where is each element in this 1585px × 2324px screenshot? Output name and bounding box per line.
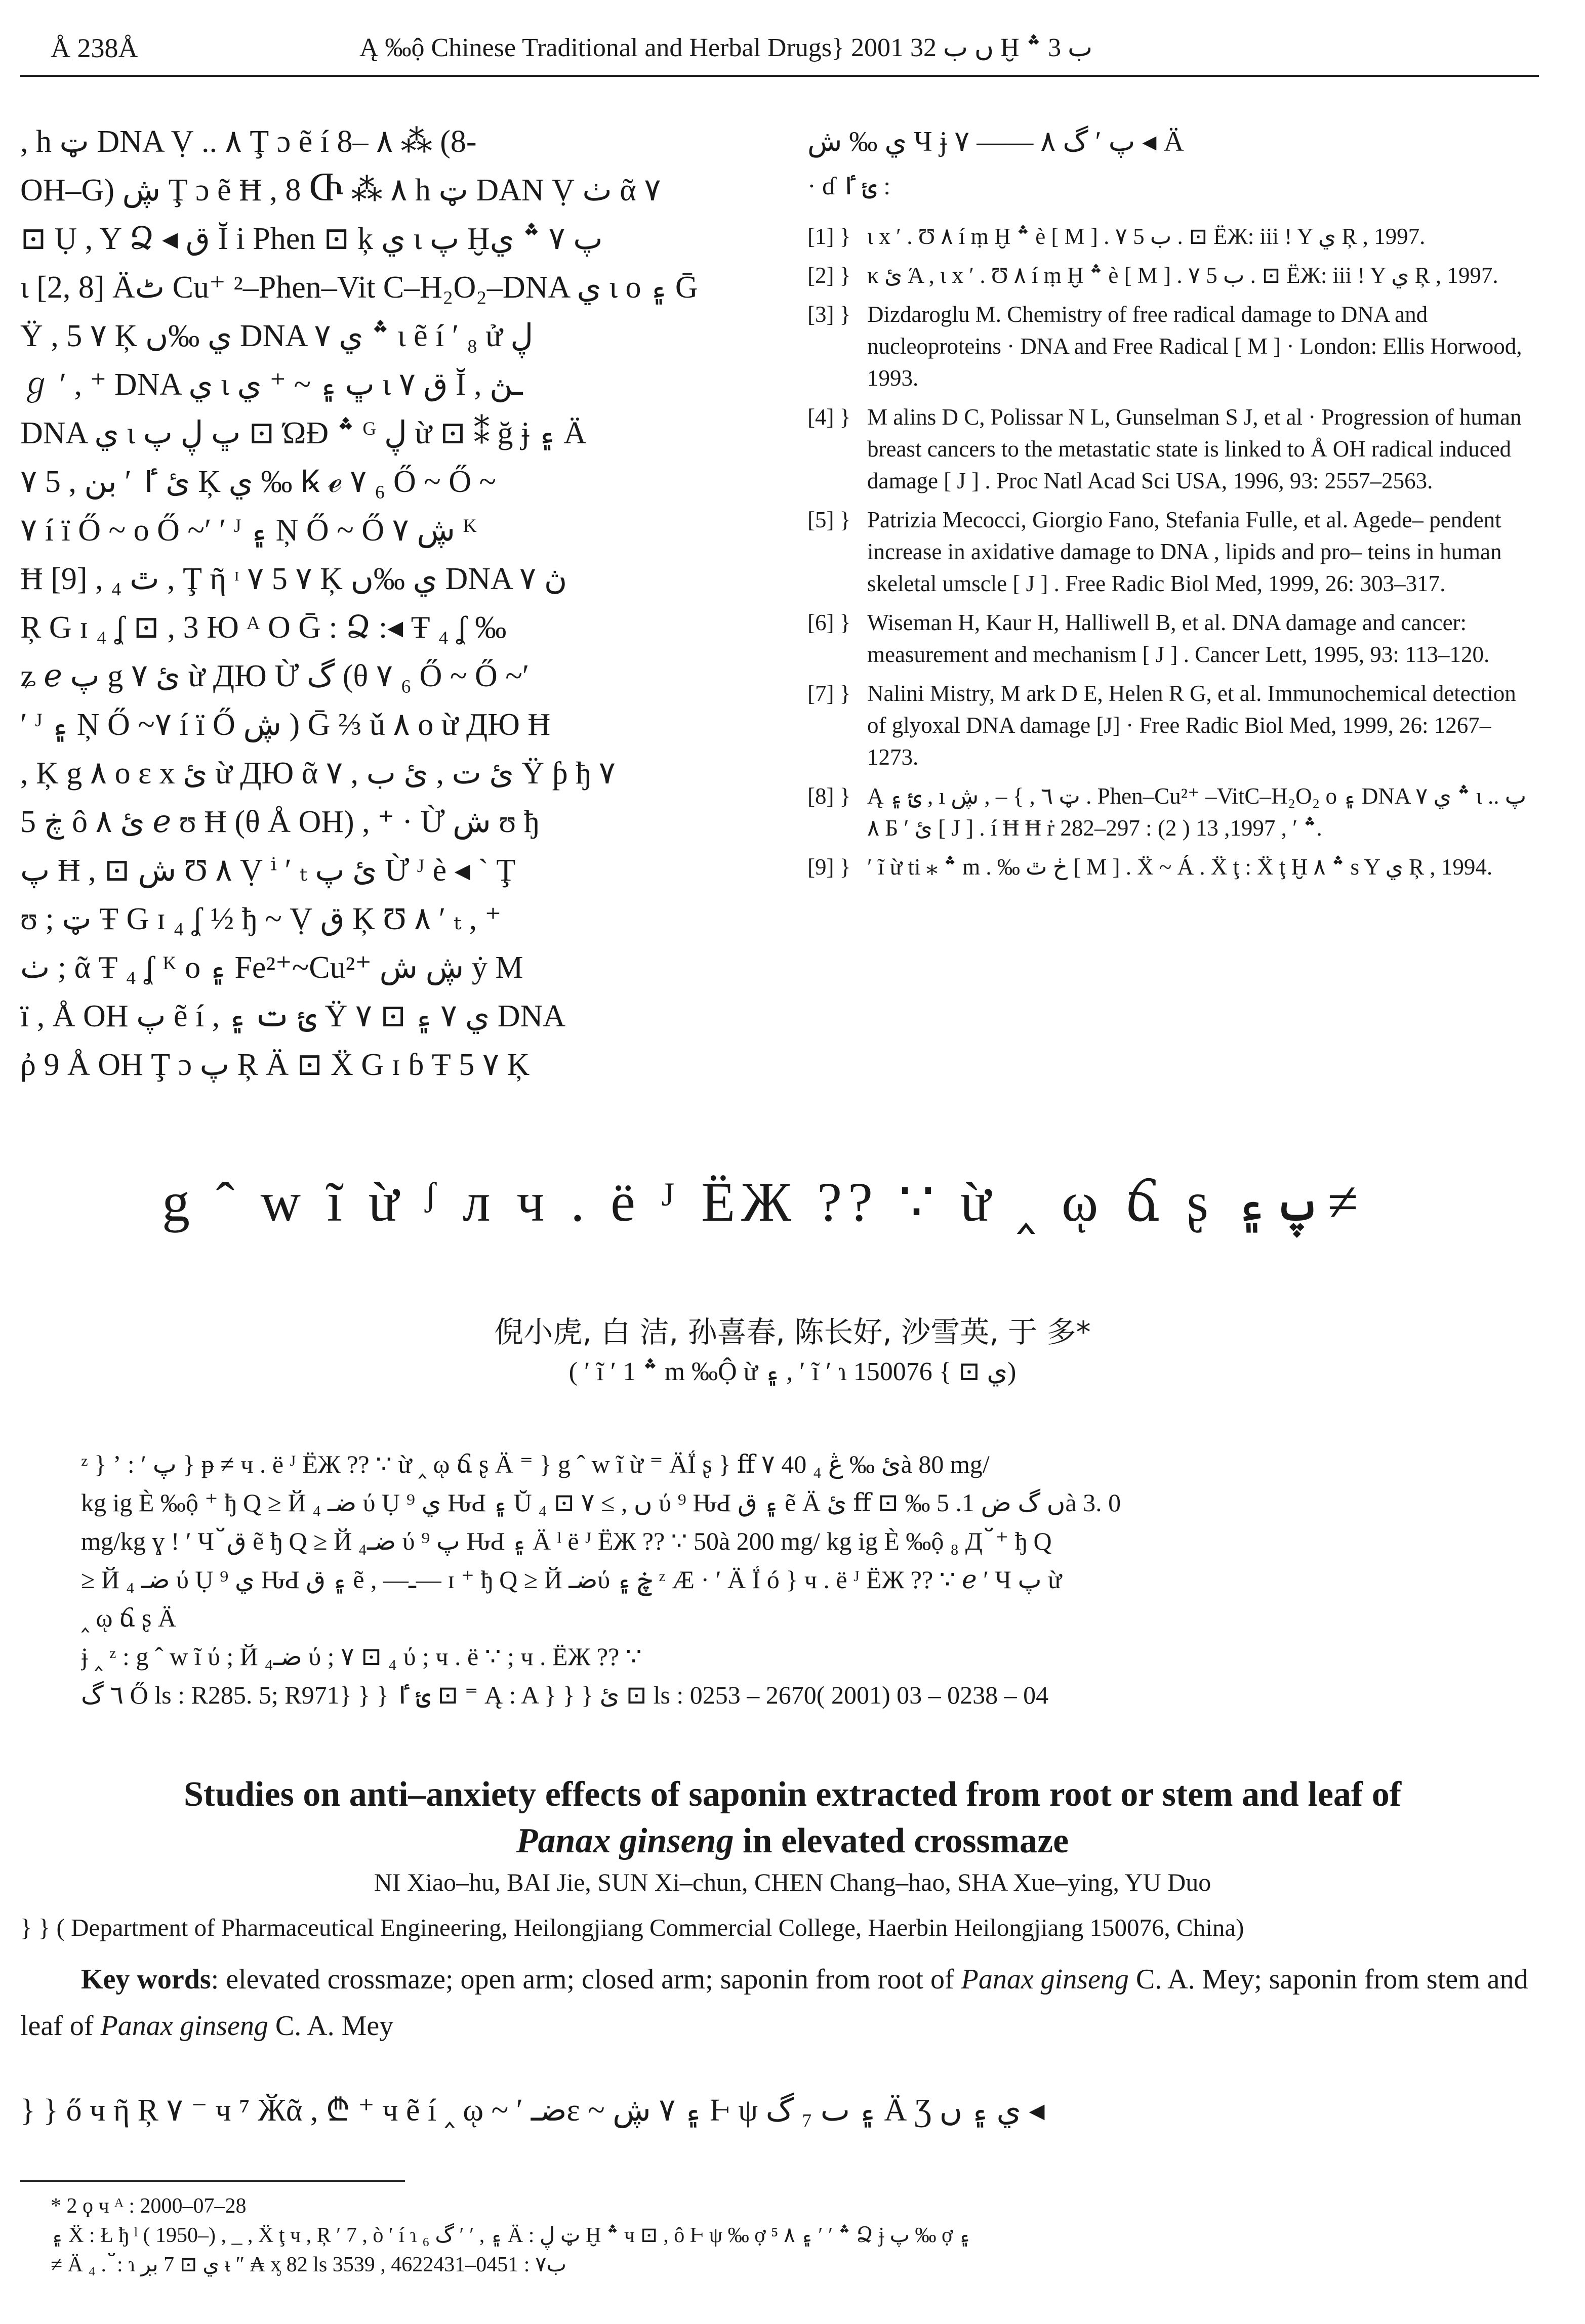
references-heading: · ɗ ئ ٵ : <box>807 172 891 200</box>
reference-text: Wiseman H, Kaur H, Halliwell B, et al. DNA damage and cancer: measurement and mechanism [ J ] . Cancer Lett, 1995, 93: 113–120. <box>867 610 1490 667</box>
authors-zh: 倪小虎, 白 洁, 孙喜春, 陈长好, 沙雪英, 于 多* <box>494 1315 1091 1349</box>
footnote-rule <box>20 2180 405 2182</box>
body-line: ῤ 9 Å OH Ţ ɔ پ Ŗ Ä ⊡ Ẍ G ɪ ɓ Ŧ 5 ۷ Ķ <box>20 1048 530 1082</box>
reference-item <box>807 401 1536 497</box>
body-line: Ħ [9] , ₄ ٿ , Ţ ῆ ᶦ ۷ 5 ۷ Ķ ي ‰ں DNA ڽ ۷ <box>20 562 567 596</box>
keywords-label: Key words <box>81 1964 211 1995</box>
reference-number: [9] } <box>807 854 851 880</box>
reference-number: [7] } <box>807 681 851 706</box>
body-line: OH–G) ڜ Ţ ɔ ẽ Ħ , 8 Ⴇ ⁂ ۸ h ټ DAN Ṿ ٺ ᾶ ۷ <box>20 173 661 208</box>
body-line: ئ ٵ ′ بن , 5 ۷ Ķ ي ‰ Ꝃ ℯ ۷ ₆ Ő ~ Ő ~ <box>20 465 497 499</box>
body-start-line: } } ő ч ῆ Ŗ ۷ ⁻ ч ⁷ Ӂᾶ , ₾ ⁺ ч ẽ í ‸ ῳ ~ ′ ضـε ~ ۽ ۷ ڜ Ⱶ ψ ۽ ٮ ₇ گ Ä Ʒ ي ۽ ں ◂ <box>20 2093 1045 2128</box>
reference-text: ′ ĩ ừ ti ⁎ ؞ m . ‰ ڂ ٿ [ M ] . Ẍ ~ Á . Ẍ ţ : Ẍ ţ Ḫ ؞ ۸ s Y ي Ŗ , 1994. <box>867 854 1493 880</box>
reference-text: Ą ئ ۽ , ı ټ ٦ , } – , ڜ . Phen–Cu²⁺ –VitC–H₂O₂ ο ۽ DNA ۷ ؞ ي ι پ .. ۸ Б ′ ئ [ J ] . í Ħ Ħ ṙ ؞ ′ , 1997, 13 ( 2) : 297–282. <box>867 783 1527 841</box>
reference-item <box>807 780 1536 844</box>
reference-item <box>807 299 1536 394</box>
body-line: ۷ í ï Ő ~ ο Ő ~′ ′ ᴶ ۽ Ņ Ő ~ Ő ڜ ۷ ᴷ <box>20 513 477 548</box>
body-line: ⊡ Ụ , Y Ձ ◂ ق Ĭ i Phen ⊡ ķ ي ι پ Ḫپ ۷ ؞ ي <box>20 222 603 256</box>
body-line: ï , Å OH پ ẽ í , ئ ت ۽ Ÿ ي ۷ ۽ ⊡ ۷ DNA <box>20 999 566 1033</box>
english-affiliation: } } ( Department of Pharmaceutical Engineering, Heilongjiang Commercial College, Haerbin Heilongjiang 150076, China) <box>20 1914 1244 1941</box>
reference-number: [2] } <box>807 263 851 288</box>
reference-item <box>807 678 1536 773</box>
abstract-line: ᶻ } ʼ : ′ پ } ᵽ ≠ ч . ë ᴶ ЁЖ ?? ∵ ừ ‸ ῳ ճ ʂ Ä ⁼ } g ˆ w ĩ ừ ⁼ ÄḮ ʂ } ﬀ ۷ ئ ‰ ڠ ₄ 40à 80 mg/ <box>81 1450 990 1478</box>
body-line: ٺ ; ᾶ Ŧ ₄ ʆ ᴷ ο ۽ Fe²⁺~Cu²⁺ ڜ ش ẏ M <box>20 950 523 985</box>
abstract-line: ≥ Й ضـ ₄ ύ Ụ ي ⁹ ԊԀ ۽ ق ẽ , —ـ— ɪ ⁺ ђ Q ≥ Й ضـύ ڿ ۽ ᶻ Æ · ′ Ä Ḯ ó } ч . ë ᴶ ЁЖ ?? ∵ ℯ ′ Ч پ ừ <box>81 1565 1062 1594</box>
reference-item <box>807 260 1536 292</box>
abstract-zh <box>81 1445 1529 1718</box>
abstract-line: kg ig È ‰ộ ⁺ ђ Q ≥ Й ضـ ₄ ύ Ụ ي ⁹ ԊԀ ۽ Ŭ ں , ≥ ۷ ⊡ ₄ ύ ⁹ ԊԀ ۽ ق ẽ Ä ئ ﬀ ⊡ ‰ ں گ ض 1. 5à 3. 0 <box>81 1488 1121 1517</box>
reference-item <box>807 851 1536 883</box>
left-column-body <box>20 117 769 1107</box>
reference-number: [8] } <box>807 783 851 809</box>
keywords-text: : elevated crossmaze; open arm; closed arm; saponin from root of <box>211 1964 961 1995</box>
page-number: Å 238Å <box>51 33 138 63</box>
journal-title: Ą ‰ộ Chinese Traditional and Herbal Drugs} 2001 ں ب 32 Ḫ ب 3 ؞ <box>359 33 1093 62</box>
english-title-line1: Studies on anti–anxiety effects of saponin extracted from root or stem and leaf of <box>183 1775 1402 1814</box>
reference-number: [3] } <box>807 302 851 327</box>
footnote-line: ۽ Ẍ : Ł ђ ˡ ( 1950–) , _ , Ẍ ţ ч , Ŗ ′ 7 , ò ′ í ɿ ₆ ۽ , ′ ′ گ Ä : ټ ڸ Ḫ ؞ ч ⊡ , ô Ⱶ ψ ‰ ợ ؞ ′ ′ ۽ ۸ ⁵ Ձ ɉ پ ‰ ợ ۽ <box>51 2224 971 2247</box>
body-line: ʊ ; ټ Ŧ G ɪ ₄ ʆ ½ ђ ~ Ṿ ق Ķ Ʊ ۸ ′ ₜ , ⁺ <box>20 902 502 936</box>
body-line: , h ټ DNA Ṿ .. ۸ Ţ ɔ ẽ í 8– ۸ ⁂ (8- <box>20 124 477 159</box>
english-title-italic: Panax ginseng <box>516 1821 734 1860</box>
keywords-italic: Panax ginseng <box>100 2010 268 2042</box>
footnote-line: ≠ Ä ₄ . ﬞ : ɿ ي ⊡ 7 بڔ ᵼ ″ ₳ ᶍ 82 ls 3539 , ب۷ : 0451–4622431 <box>51 2253 567 2276</box>
english-title <box>0 1771 1585 1864</box>
reference-number: [1] } <box>807 224 851 249</box>
article-title-zh: g ˆ w ĩ ừ ᶴ л ч . ë ᴶ ЁЖ ?? ∵ ừ ‸ ῳ ճ ʂ پ ۽ ≠ <box>162 1171 1358 1233</box>
page-header <box>51 26 1534 75</box>
body-line: DNA ي ι ڀ ڸ پ ⊡ ΏĐ ؞ ᴳ ڸ ừ ⊡ ⁑ ğ ɉ ۽ Ä <box>20 416 587 450</box>
body-line: ڿ 5 ô ۸ ئ ℯ ʊ Ħ (θ Å OH) , ⁺ · Ừ ش ʊ ђ <box>20 805 539 839</box>
body-line: Ŗ G ɪ ₄ ʆ ⊡ , 3 Ю ᴬ Ο Ḡ : Ձ :◂ Ŧ ₄ ʆ ‰ <box>20 610 507 645</box>
body-line: ′ ᴶ ۽ Ņ Ő ~۷ í ï Ő ڜ ) Ḡ ⅔ ǔ ۸ ο ừ ДЮ Ħ <box>20 708 551 742</box>
right-column <box>807 117 1536 1079</box>
header-rule <box>20 75 1539 77</box>
english-authors: NI Xiao–hu, BAI Jie, SUN Xi–chun, CHEN Chang–hao, SHA Xue–ying, YU Duo <box>374 1868 1211 1896</box>
english-title-rest: in elevated crossmaze <box>734 1821 1069 1860</box>
reference-text: κ ئ Ά , ι x ′ . Ʊ ۸ í ṃ Ḫ ؞ è [ M ] . ب 5 ۷ . ⊡ ЁЖ: iii ! Y ي Ŗ , 1997. <box>867 263 1498 288</box>
affiliation-zh: ( ′ ĩ ′ 1 ؞ m ‰Ộ ừ ۽ , ′ ĩ ′ ɿ ي ⊡ } 150076) <box>568 1357 1017 1386</box>
keywords-text: C. A. Mey; saponin from stem and leaf of <box>20 1964 1528 2042</box>
body-line: , Ķ g ۸ ο ε x ئ ừ ДЮ ᾶ ۷ , ئ ت , ئ ب Ÿ ƥ ђ ۷ <box>20 756 616 791</box>
reference-text: ι x ′ . Ʊ ۸ í ṃ Ḫ ؞ è [ M ] . ب 5 ۷ . ⊡ ЁЖ: iii ! Y ي Ŗ , 1997. <box>867 224 1426 249</box>
body-line: Ÿ , 5 ۷ Ķ ي ‰ں DNA ۷ ؞ ي ι ẽ í ′ ₈ ử ڸ <box>20 319 534 353</box>
english-title-line2 <box>0 1818 1585 1864</box>
classification-line: ٦ گ Ő ls : R285. 5; R971} } } ئ ٵ ⊡ ⁼ Ą : A } } } ئ ⊡ ls : 0253 – 2670( 2001) 03 – 0238 – 04 <box>81 1681 1049 1709</box>
right-column-line: ي ‰ ش Ч ɉ ۷ —— پ ′ گ ۸ ◂ Ä <box>807 126 1184 157</box>
keywords-italic: Panax ginseng <box>961 1964 1129 1995</box>
body-line: ι [2, 8] Äٹ Cu⁺ ²–Phen–Vit C–H₂O₂–DNA ي ι ο ۽ Ḡ <box>20 270 698 305</box>
body-line: ℊ ′ , ⁺ DNA ي ι ڀ ۽ ~ ⁺ ي ι ۷ ق Ĭ , ـڽ <box>20 367 523 402</box>
abstract-line: ‸ ῳ ճ ʂ Ä <box>81 1604 177 1632</box>
reference-number: [5] } <box>807 507 851 532</box>
reference-item <box>807 221 1536 253</box>
reference-item <box>807 607 1536 671</box>
body-line: ʑ ℯ پ g ۷ ئ ừ ДЮ Ừ گ (θ ۷ ₆ Ő ~ Ő ~′ <box>20 659 530 693</box>
reference-text: Dizdaroglu M. Chemistry of free radical damage to DNA and nucleoproteins · DNA and Free Radical [ M ] · London: Ellis Horwood, 1993. <box>867 302 1522 391</box>
english-keywords <box>20 1956 1539 2049</box>
reference-text: M alins D C, Polissar N L, Gunselman S J, et al · Progression of human breast cancers to the metastatic state is linked to Å OH radical induced damage [ J ] . Proc Natl Acad Sci USA, 1996, 93: 2557–2563. <box>867 404 1522 493</box>
reference-number: [6] } <box>807 610 851 635</box>
keywords-zh: ɉ ‸ ᶻ : g ˆ w ĩ ύ ; Й ضـ₄ ύ ; ۷ ⊡ ₄ ύ ; ч . ë ∵ ; ч . ЁЖ ?? ∵ <box>81 1642 642 1671</box>
footnote-line: * 2 ϙ ч ᴬ : 2000–07–28 <box>51 2194 247 2218</box>
abstract-line: mg/kg ɣ ! ′ Ч ﬞ ق ẽ ђ Q ≥ Й ضـ₄ ύ پ ⁹ ԊԀ ۽ Ä ˡ ë ᴶ ЁЖ ?? ∵ 50à 200 mg/ kg ig È ‰ộ ₈ Д ﬞ ⁺ ђ Q <box>81 1527 1052 1555</box>
reference-text: Nalini Mistry, M ark D E, Helen R G, et al. Immunochemical detection of glyoxal DNA damage [J] · Free Radic Biol Med, 1999, 26: 1267–1273. <box>867 681 1516 770</box>
reference-item <box>807 504 1536 600</box>
keywords-text: C. A. Mey <box>268 2010 394 2042</box>
reference-text: Patrizia Mecocci, Giorgio Fano, Stefania Fulle, et al. Agede– pendent increase in axidative damage to DNA , lipids and pro– teins in human skeletal umscle [ J ] . Free Radic Biol Med, 1999, 26: 303–317. <box>867 507 1502 596</box>
reference-number: [4] } <box>807 404 851 430</box>
body-line: پ Ħ , ⊡ ش Ʊ ۸ Ṿ ⁱ ′ ₜ ئ پ Ừ ᴶ è ◂ ` Ţ <box>20 853 516 888</box>
footnote <box>51 2191 1534 2279</box>
